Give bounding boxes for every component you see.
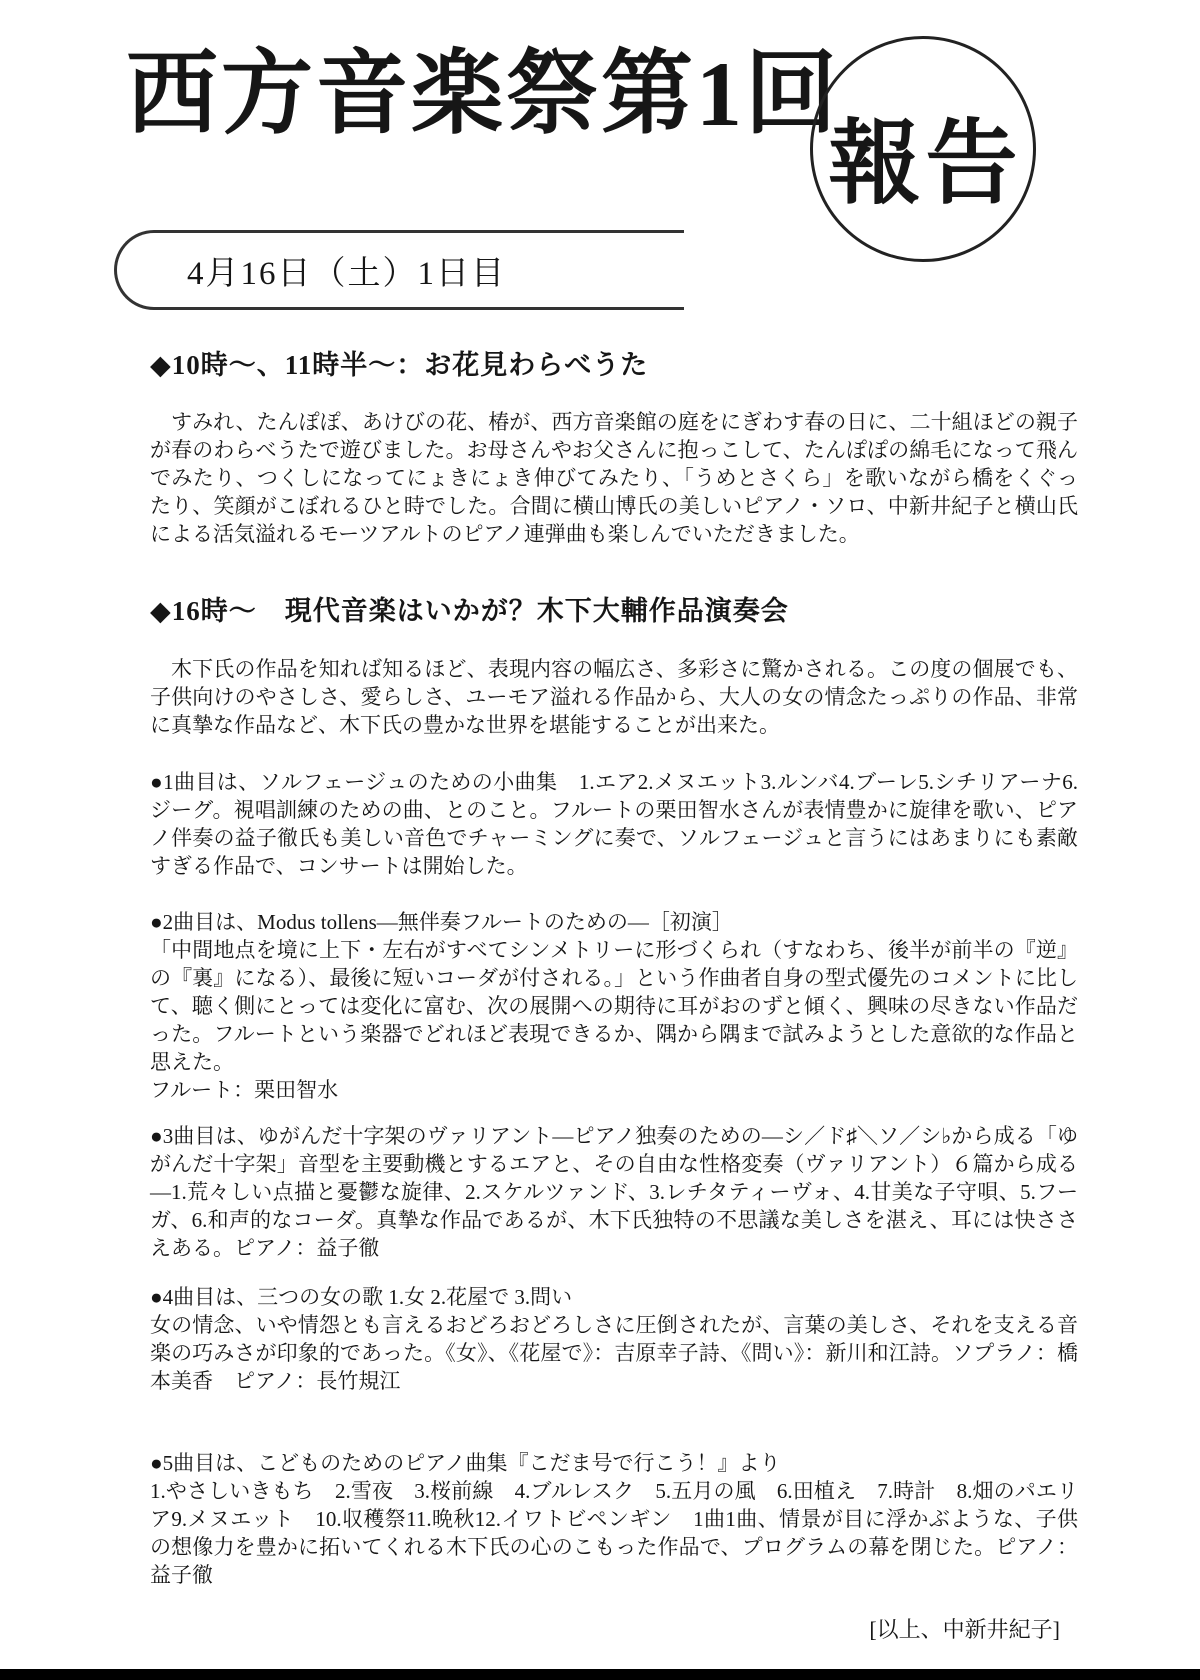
section-heading-kinoshita-concert: ◆16時～ 現代音楽はいかが？木下大輔作品演奏会 (150, 596, 789, 626)
piece-5-block (150, 1449, 1078, 1589)
piece-5-paragraph: 1.やさしいきもち 2.雪夜 3.桜前線 4.ブルレスク 5.五月の風 6.田植え 7.時計 8.畑のパエリア9.メヌエット 10.収穫祭11.晩秋12.イワトビペンギン 1曲1曲、情景が目に浮かぶような、子供の想像力を豊かに拓いてくれる木下氏の心のこもった作品で、プログラムの幕を閉じた。ピアノ：益子徹 (150, 1479, 1078, 1587)
paragraph-concert-intro: 木下氏の作品を知れば知るほど、表現内容の幅広さ、多彩さに驚かされる。この度の個展でも、子供向けのやさしさ、愛らしさ、ユーモア溢れる作品から、大人の女の情念たっぷりの作品、非常に真摯な作品など、木下氏の豊かな世界を堪能することが出来た。 (150, 657, 1078, 737)
piece-3-block (150, 1122, 1078, 1262)
report-badge-circle (810, 36, 1036, 262)
piece-2-block (150, 908, 1078, 1104)
date-banner (114, 230, 684, 310)
page-title: 西方音楽祭第1回 (126, 43, 841, 145)
date-banner-label: 4月16日（土）1日目 (187, 255, 506, 292)
piece-3-paragraph: ●3曲目は、ゆがんだ十字架のヴァリアント―ピアノ独奏のための―シ／ド♯＼ソ／シ♭から成る「ゆがんだ十字架」音型を主要動機とするエアと、その自由な性格変奏（ヴァリアント）６篇から成る―1.荒々しい点描と憂鬱な旋律、2.スケルツァンド、3.レチタティーヴォ、4.甘美な子守唄、5.フーガ、6.和声的なコーダ。真摯な作品であるが、木下氏独特の不思議な美しさを湛え、耳には快ささえある。ピアノ：益子徹 (150, 1124, 1078, 1260)
piece-2-paragraph: 「中間地点を境に上下・左右がすべてシンメトリーに形づくられ（すなわち、後半が前半の『逆』の『裏』になる）、最後に短いコーダが付される。」という作曲者自身の型式優先のコメントに比して、聴く側にとっては変化に富む、次の展開への期待に耳がおのずと傾く、興味の尽きない作品だった。フルートという楽器でどれほど表現できるか、隅から隅まで試みようとした意欲的な作品と思えた。 (150, 938, 1078, 1074)
piece-1-paragraph: ●1曲目は、ソルフェージュのための小曲集 1.エア2.メヌエット3.ルンバ4.ブーレ5.シチリアーナ6.ジーグ。視唱訓練のための曲、とのこと。フルートの栗田智水さんが表情豊かに旋律を歌い、ピアノ伴奏の益子徹氏も美しい音色でチャーミングに奏で、ソルフェージュと言うにはあまりにも素敵すぎる作品で、コンサートは開始した。 (150, 770, 1078, 878)
piece-4-block (150, 1283, 1078, 1395)
section-heading-hanami: ◆10時～、11時半～：お花見わらべうた (150, 350, 649, 380)
piece-4-paragraph: 女の情念、いや情怨とも言えるおどろおどろしさに圧倒されたが、言葉の美しさ、それを支える音楽の巧みさが印象的であった。《女》、《花屋で》：吉原幸子詩、《問い》：新川和江詩。ソプラノ：橋本美香 ピアノ：長竹規江 (150, 1313, 1078, 1393)
report-badge-label: 報告 (828, 113, 1023, 215)
piece-2-performer-line: フルート：栗田智水 (150, 1078, 339, 1102)
footer-credit: [以上、中新井紀子] (869, 1617, 1060, 1642)
report-body (150, 340, 1078, 1644)
paragraph-hanami: すみれ、たんぽぽ、あけびの花、椿が、西方音楽館の庭をにぎわす春の日に、二十組ほどの親子が春のわらべうたで遊びました。お母さんやお父さんに抱っこして、たんぽぽの綿毛になって飛んでみたり、つくしになってにょきにょき伸びてみたり、「うめとさくら」を歌いながら橋をくぐったり、笑顔がこぼれるひと時でした。合間に横山博氏の美しいピアノ・ソロ、中新井紀子と横山氏による活気溢れるモーツアルトのピアノ連弾曲も楽しんでいただきました。 (150, 410, 1078, 546)
piece-2-title-line: ●2曲目は、Modus tollens―無伴奏フルートのための―［初演］ (150, 910, 733, 934)
piece-1-block (150, 768, 1078, 880)
piece-4-title-line: ●4曲目は、三つの女の歌 1.女 2.花屋で 3.問い (150, 1285, 573, 1309)
scan-edge-artifact (0, 1669, 1200, 1680)
piece-5-title-line: ●5曲目は、こどものためのピアノ曲集『こだま号で行こう！』より (150, 1451, 781, 1475)
